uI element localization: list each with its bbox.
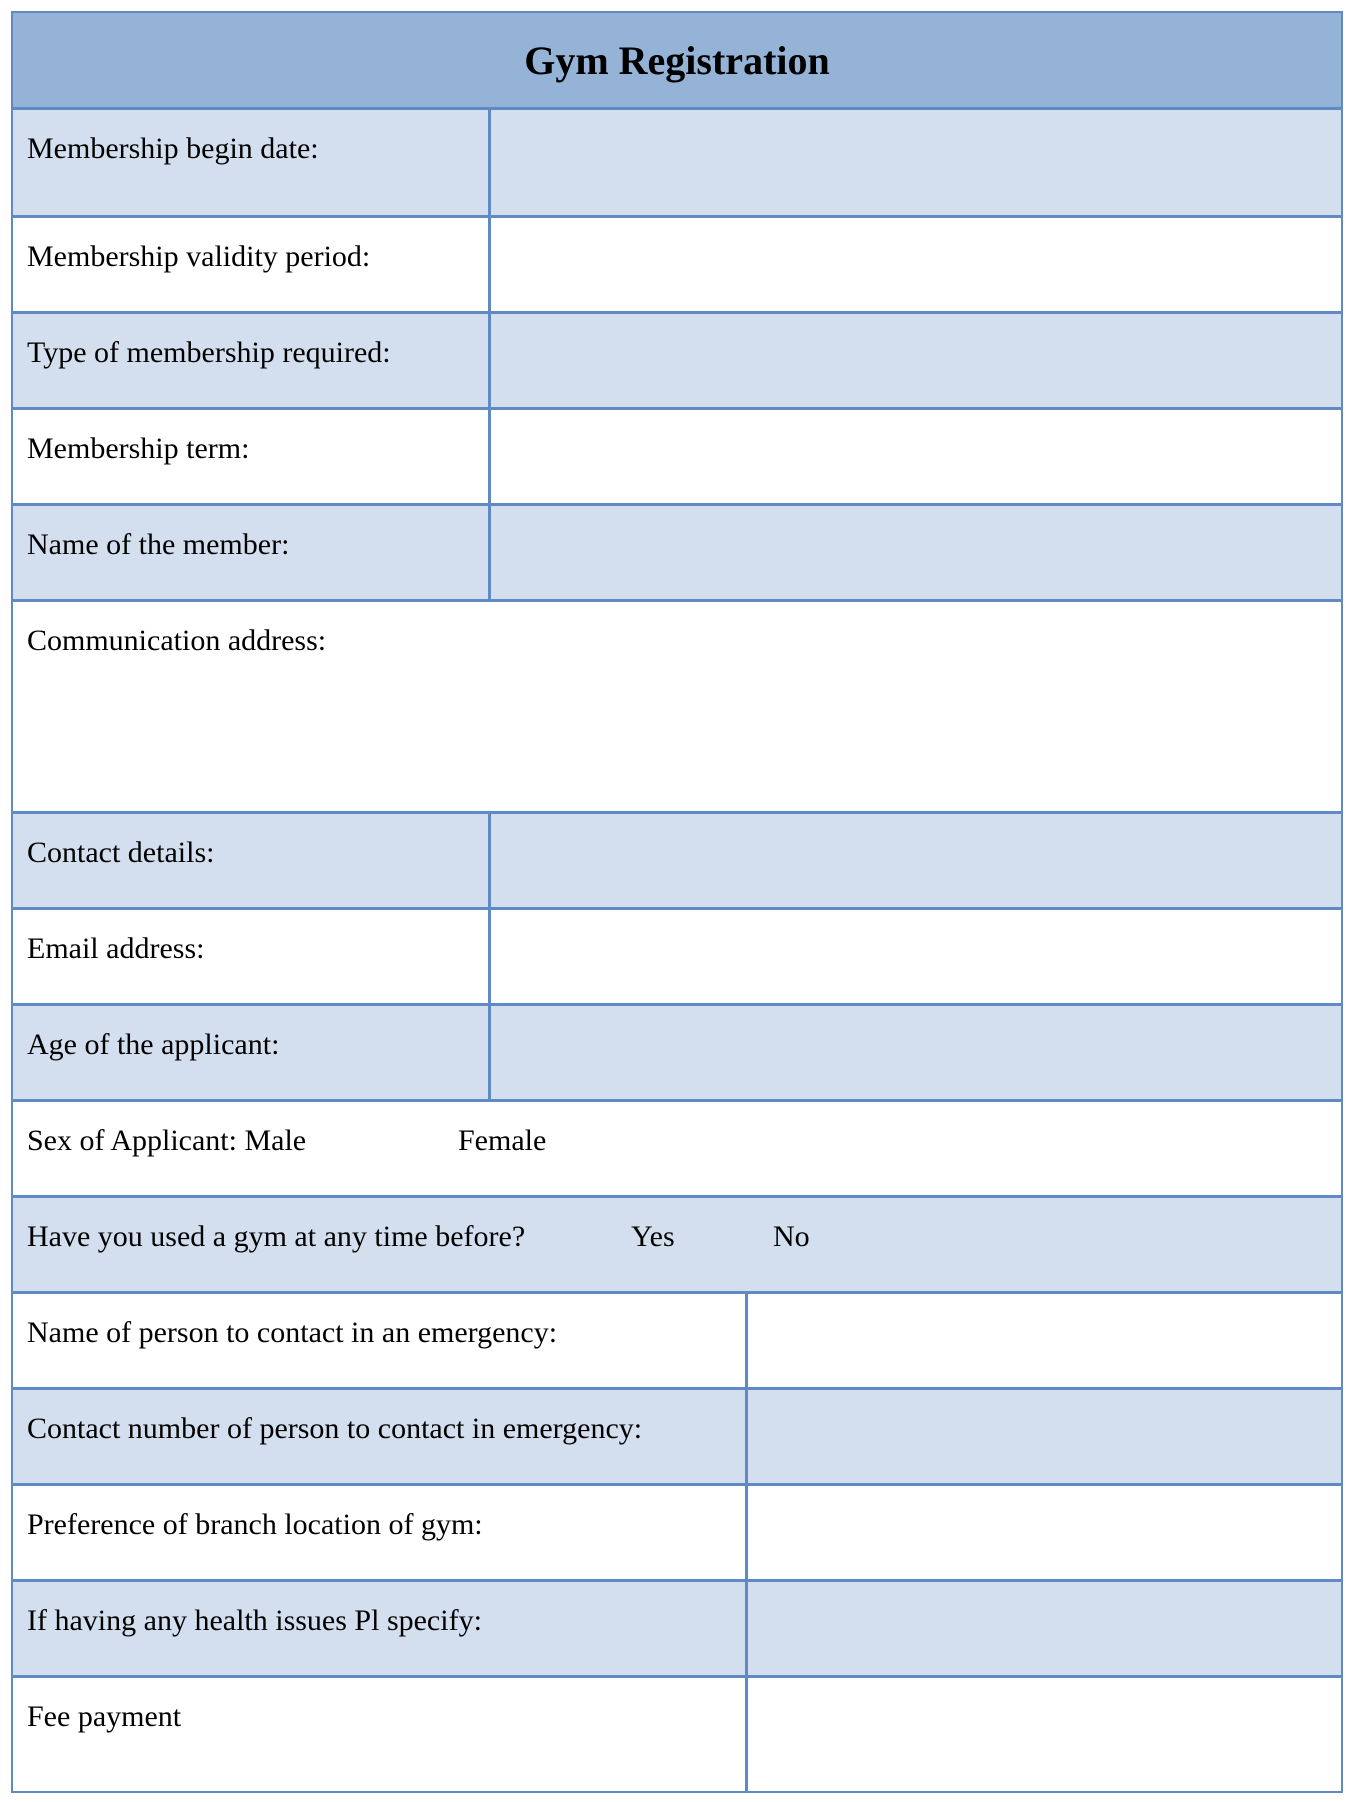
membership-validity-period-field[interactable] bbox=[488, 218, 1341, 311]
label-sex-male[interactable]: Sex of Applicant: Male bbox=[27, 1124, 307, 1157]
row-contact-details bbox=[13, 814, 1341, 910]
row-fee-payment bbox=[13, 1678, 1341, 1791]
fee-payment-field[interactable] bbox=[745, 1678, 1341, 1791]
label-membership-term: Membership term: bbox=[27, 432, 250, 465]
label-fee-payment: Fee payment bbox=[27, 1700, 182, 1733]
option-yes[interactable]: Yes bbox=[631, 1220, 675, 1253]
label-gym-used-before: Have you used a gym at any time before? bbox=[27, 1220, 526, 1253]
label-contact-details: Contact details: bbox=[27, 836, 215, 869]
label-type-of-membership: Type of membership required: bbox=[27, 336, 391, 369]
label-emergency-contact-name: Name of person to contact in an emergency: bbox=[27, 1316, 558, 1349]
branch-preference-field[interactable] bbox=[745, 1486, 1341, 1579]
option-female[interactable]: Female bbox=[458, 1124, 547, 1157]
row-communication-address[interactable] bbox=[13, 602, 1341, 814]
label-emergency-contact-number: Contact number of person to contact in emergency: bbox=[27, 1412, 643, 1445]
row-membership-validity-period bbox=[13, 218, 1341, 314]
membership-term-field[interactable] bbox=[488, 410, 1341, 503]
label-name-of-member: Name of the member: bbox=[27, 528, 290, 561]
label-age-of-applicant: Age of the applicant: bbox=[27, 1028, 280, 1061]
row-sex-of-applicant bbox=[13, 1102, 1341, 1198]
row-name-of-member bbox=[13, 506, 1341, 602]
row-health-issues bbox=[13, 1582, 1341, 1678]
type-of-membership-field[interactable] bbox=[488, 314, 1341, 407]
health-issues-field[interactable] bbox=[745, 1582, 1341, 1675]
option-no[interactable]: No bbox=[773, 1220, 810, 1253]
row-gym-used-before bbox=[13, 1198, 1341, 1294]
name-of-member-field[interactable] bbox=[488, 506, 1341, 599]
row-emergency-contact-name bbox=[13, 1294, 1341, 1390]
label-health-issues: If having any health issues Pl specify: bbox=[27, 1604, 482, 1637]
row-membership-begin-date bbox=[13, 110, 1341, 218]
row-membership-term bbox=[13, 410, 1341, 506]
email-address-field[interactable] bbox=[488, 910, 1341, 1003]
emergency-contact-name-field[interactable] bbox=[745, 1294, 1341, 1387]
label-email-address: Email address: bbox=[27, 932, 205, 965]
label-branch-preference: Preference of branch location of gym: bbox=[27, 1508, 483, 1541]
label-membership-begin-date: Membership begin date: bbox=[27, 132, 319, 165]
row-age-of-applicant bbox=[13, 1006, 1341, 1102]
row-type-of-membership bbox=[13, 314, 1341, 410]
contact-details-field[interactable] bbox=[488, 814, 1341, 907]
row-emergency-contact-number bbox=[13, 1390, 1341, 1486]
label-membership-validity-period: Membership validity period: bbox=[27, 240, 371, 273]
membership-begin-date-field[interactable] bbox=[488, 110, 1341, 215]
age-of-applicant-field[interactable] bbox=[488, 1006, 1341, 1099]
row-email-address bbox=[13, 910, 1341, 1006]
row-branch-preference bbox=[13, 1486, 1341, 1582]
emergency-contact-number-field[interactable] bbox=[745, 1390, 1341, 1483]
form-title: Gym Registration bbox=[13, 13, 1341, 110]
label-communication-address: Communication address: bbox=[27, 624, 327, 657]
gym-registration-form bbox=[11, 11, 1343, 1793]
